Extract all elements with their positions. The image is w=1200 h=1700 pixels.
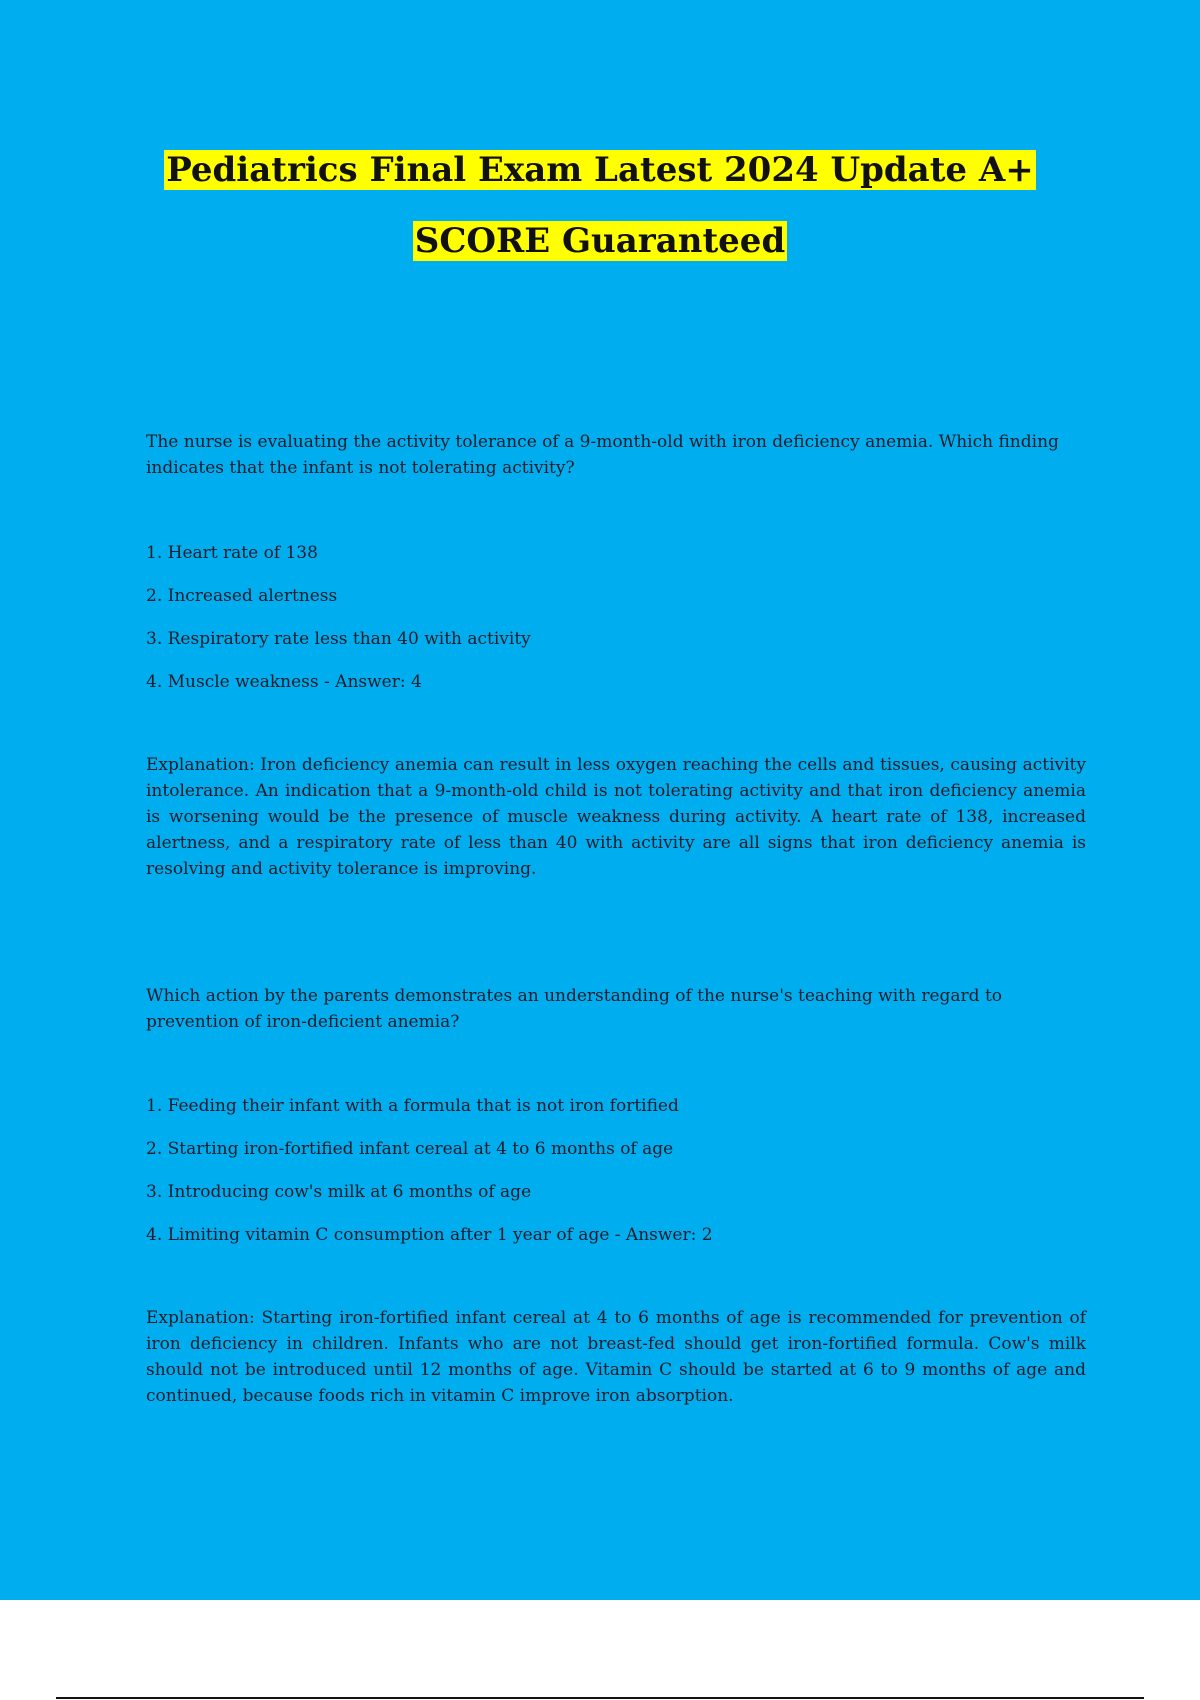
title-highlight-1: Pediatrics Final Exam Latest 2024 Update A+ [166,150,1034,190]
page-title-line-1 [0,146,1200,194]
question-2-explanation: Explanation: Starting iron-fortified infant cereal at 4 to 6 months of age is recommended for prevention of iron deficiency in children. Infants who are not breast-fed should get iron-fortified formula. Cow's milk should not be introduced until 12 months of age. Vitamin C should be started at 6 to 9 months of age and continued, because foods rich in vitamin C improve iron absorption. [146,1308,1086,1406]
title-highlight-2: SCORE Guaranteed [414,221,786,261]
question-1-option-4: 4. Muscle weakness - Answer: 4 [146,672,422,692]
question-2-option-3: 3. Introducing cow's milk at 6 months of age [146,1182,532,1202]
question-2-option-2: 2. Starting iron-fortified infant cereal at 4 to 6 months of age [146,1139,674,1159]
question-2-option-1: 1. Feeding their infant with a formula that is not iron fortified [146,1096,679,1116]
bottom-divider [56,1697,1144,1699]
question-1-option-1: 1. Heart rate of 138 [146,543,318,563]
question-1-prompt: The nurse is evaluating the activity tolerance of a 9-month-old with iron deficiency anemia. Which finding indicates that the infant is not tolerating activity? [146,432,1059,478]
question-1-option-3: 3. Respiratory rate less than 40 with activity [146,629,531,649]
page-title-line-2 [0,217,1200,265]
question-1-option-2: 2. Increased alertness [146,586,338,606]
question-2-option-4: 4. Limiting vitamin C consumption after 1 year of age - Answer: 2 [146,1225,713,1245]
question-2-prompt: Which action by the parents demonstrates an understanding of the nurse's teaching with regard to prevention of iron-deficient anemia? [146,986,1003,1032]
question-1-explanation: Explanation: Iron deficiency anemia can result in less oxygen reaching the cells and tissues, causing activity intolerance. An indication that a 9-month-old child is not tolerating activity and that iron deficiency anemia is worsening would be the presence of muscle weakness during activity. A heart rate of 138, increased alertness, and a respiratory rate of less than 40 with activity are all signs that iron deficiency anemia is resolving and activity tolerance is improving. [146,755,1086,879]
